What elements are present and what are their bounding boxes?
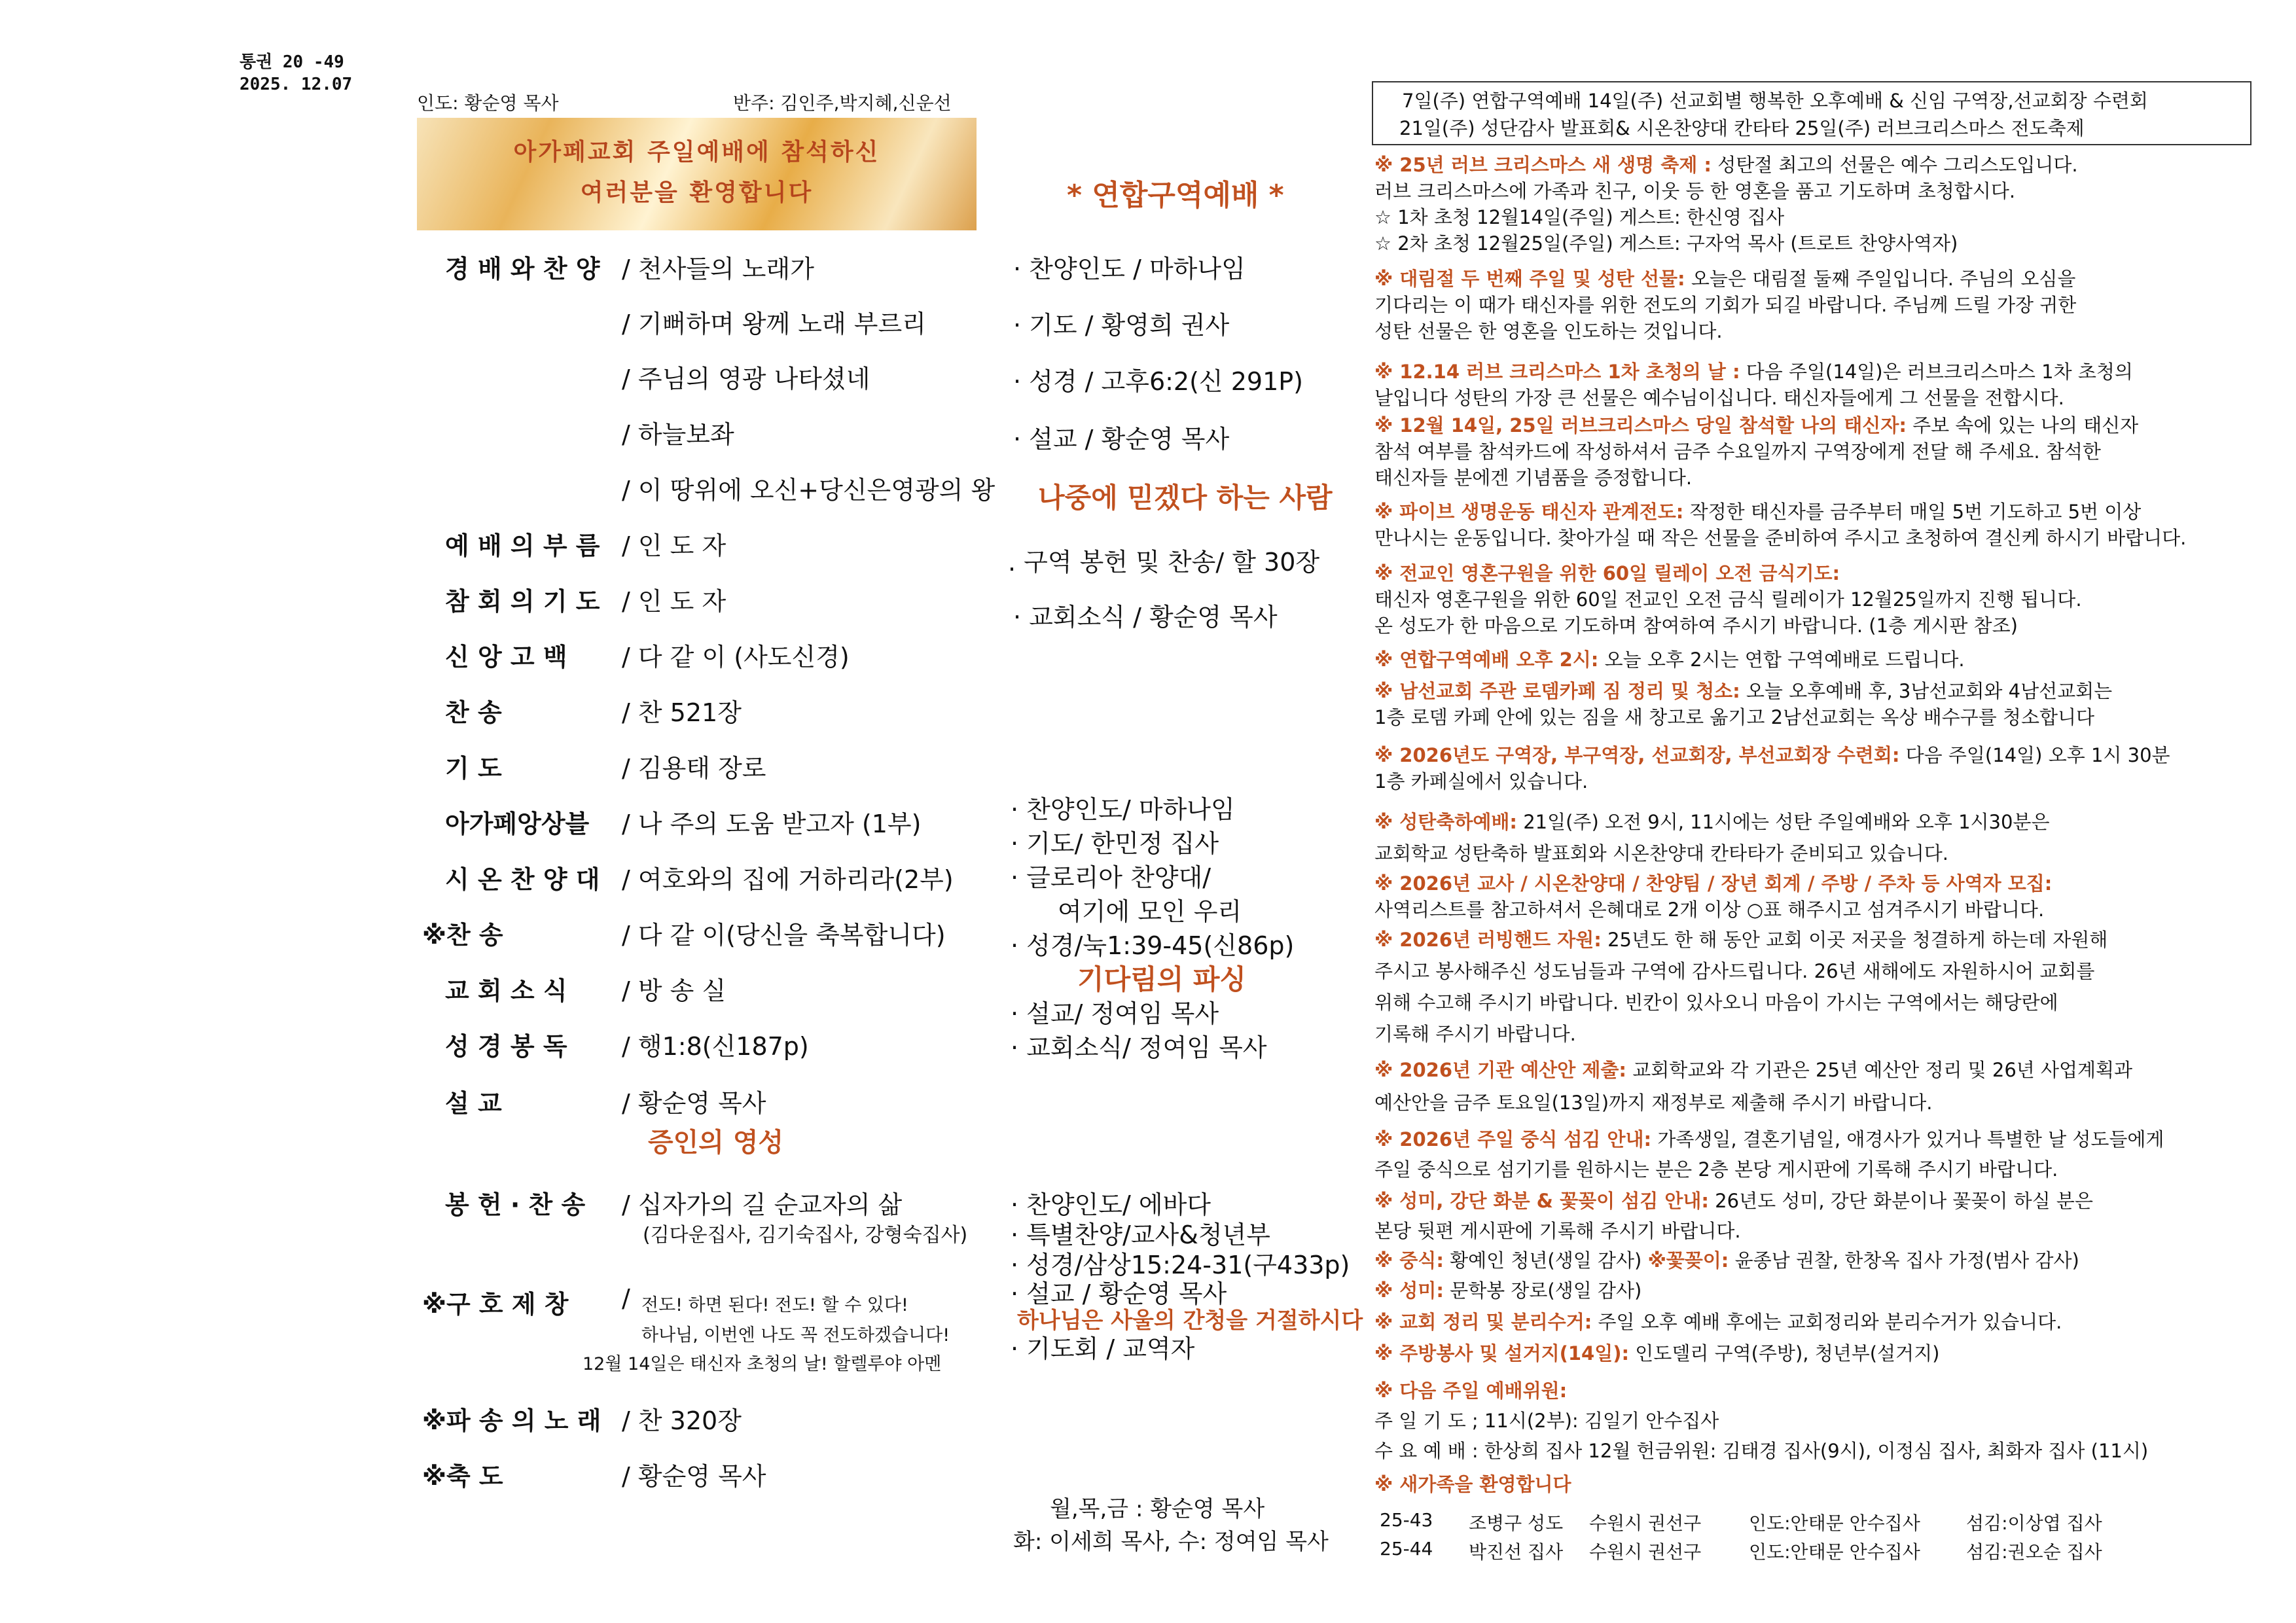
- welcome-line-1: 아가페교회 주일예배에 참석하신: [513, 139, 880, 166]
- notice-heading: ※ 전교인 영혼구원을 위한 60일 릴레이 오전 금식기도:: [1374, 562, 1840, 584]
- notice-line: 태신자들 분에겐 기념품을 증정합니다.: [1374, 467, 1693, 489]
- order-label: 설 교: [445, 1089, 502, 1118]
- order-text: / 방 송 실: [622, 976, 726, 1005]
- afternoon-item: · 성경/눅1:39-45(신86p): [1011, 931, 1295, 960]
- notice-line: 태신자 영혼구원을 위한 60일 전교인 오전 금식 릴레이가 12월25일까지 진행 됩니다.: [1374, 588, 2082, 611]
- notice-text: 오늘 오후예배 후, 3남선교회와 4남선교회는: [1740, 680, 2113, 702]
- order-label: 참 회 의 기 도: [445, 587, 600, 616]
- bulletin-date: 2025. 12.07: [240, 75, 353, 94]
- notice-text: 주일 오후 예배 후에는 교회정리와 분리수거가 있습니다.: [1592, 1311, 2062, 1333]
- notice-heading: ※ 파이브 생명운동 태신자 관계전도:: [1374, 501, 1684, 523]
- notice-item: [1374, 412, 2138, 491]
- joint-item: · 설교 / 황순영 목사: [1013, 425, 1230, 454]
- notice-heading: ※ 2026년 기관 예산안 제출:: [1374, 1059, 1626, 1081]
- order-text: / 행1:8(신187p): [622, 1032, 809, 1061]
- notice-heading: ※ 새가족을 환영합니다: [1374, 1473, 1571, 1495]
- order-label: ※구 호 제 창: [422, 1290, 569, 1319]
- order-label: 기 도: [445, 754, 502, 783]
- dawn-prayer-line-1: 월,목,금 : 황순영 목사: [1050, 1496, 1265, 1522]
- notice-line: 예산안을 금주 토요일(13일)까지 재정부로 제출해 주시기 바랍니다.: [1374, 1092, 1933, 1114]
- notice-text: 성탄절 최고의 선물은 예수 그리스도입니다.: [1712, 154, 2078, 176]
- order-text: / 김용태 장로: [622, 754, 766, 783]
- notice-heading: ※ 2026년도 구역장, 부구역장, 선교회장, 부선교회장 수련회:: [1374, 744, 1900, 766]
- newcomer-name: 조병구 성도: [1469, 1512, 1564, 1534]
- notice-line: 기다리는 이 때가 태신자를 위한 전도의 기회가 되길 바랍니다. 주님께 드릴 가장 귀한: [1374, 294, 2077, 316]
- newcomer-id: 25-44: [1380, 1538, 1433, 1560]
- notice-item: [1374, 1309, 2062, 1335]
- notice-line: 온 성도가 한 마음으로 기도하며 참여하여 주시기 바랍니다. (1층 게시판 참조): [1374, 615, 2018, 637]
- notice-heading: ※ 대림절 두 번째 주일 및 성탄 선물:: [1374, 268, 1685, 290]
- notice-line: 주 일 기 도 ; 11시(2부): 김일기 안수집사: [1374, 1410, 1719, 1432]
- afternoon-item: · 교회소식/ 정여임 목사: [1011, 1033, 1267, 1062]
- notice-item: [1374, 924, 2108, 1050]
- notice-heading: ※ 중식:: [1374, 1249, 1444, 1272]
- notice-line: 위해 수고해 주시기 바랍니다. 빈칸이 있사오니 마음이 가시는 구역에서는 해당란에: [1374, 991, 2058, 1014]
- order-text: / 기뻐하며 왕께 노래 부르리: [622, 310, 926, 338]
- order-text: / 다 같 이 (사도신경): [622, 643, 850, 671]
- notice-heading: ※꽃꽂이:: [1647, 1249, 1729, 1272]
- offering-note: (김다운집사, 김기숙집사, 강형숙집사): [643, 1224, 968, 1247]
- newcomer-id: 25-43: [1380, 1509, 1433, 1531]
- notice-heading: ※ 12.14 러브 크리스마스 1차 초청의 날 :: [1374, 361, 1740, 383]
- notice-heading: ※ 2026년 주일 중식 섬김 안내:: [1374, 1128, 1652, 1150]
- notice-line: 기록해 주시기 바랍니다.: [1374, 1023, 1576, 1045]
- sermon-title: 증인의 영성: [648, 1128, 784, 1158]
- notice-item: [1374, 1376, 2148, 1466]
- newcomer-mentor: 섬김:권오순 집사: [1966, 1541, 2102, 1563]
- afternoon-item: · 찬양인도/ 마하나임: [1011, 795, 1235, 824]
- dawn-prayer-line-2: 화: 이세희 목사, 수: 정여임 목사: [1013, 1529, 1329, 1555]
- notice-line: 1층 카페실에서 있습니다.: [1374, 770, 1588, 793]
- newcomer-guide: 인도:안태문 안수집사: [1749, 1512, 1920, 1534]
- notice-heading: ※ 주방봉사 및 설거지(14일):: [1374, 1342, 1630, 1364]
- notice-text: 황예인 청년(생일 감사): [1443, 1249, 1648, 1272]
- order-text: /: [622, 1284, 630, 1313]
- afternoon-item: · 글로리아 찬양대/: [1011, 863, 1211, 892]
- slogan-line: 12월 14일은 태신자 초청의 날! 할렐루야 아멘: [583, 1354, 942, 1374]
- order-text: / 나 주의 도움 받고자 (1부): [622, 810, 922, 838]
- notice-item: [1374, 499, 2186, 551]
- order-text: / 황순영 목사: [622, 1462, 766, 1491]
- notice-text: 주보 속에 있는 나의 태신자: [1906, 414, 2139, 437]
- notice-text: 26년도 성미, 강단 화분이나 꽃꽂이 하실 분은: [1708, 1190, 2093, 1212]
- notice-item: [1374, 1054, 2132, 1119]
- afternoon-item: · 설교/ 정여임 목사: [1011, 999, 1219, 1028]
- slogan-line: 하나님, 이번엔 나도 꼭 전도하겠습니다!: [641, 1325, 950, 1346]
- newcomer-address: 수원시 권선구: [1589, 1512, 1702, 1534]
- joint-item: · 교회소식 / 황순영 목사: [1013, 603, 1278, 632]
- notice-item: [1374, 870, 2052, 923]
- wednesday-item: · 설교 / 황순영 목사: [1011, 1279, 1227, 1308]
- schedule-line-1: 7일(주) 연합구역예배 14일(주) 선교회별 행복한 오후예배 & 신임 구역장,선교회장 수련회: [1402, 90, 2148, 112]
- notice-line: 본당 뒷편 게시판에 기록해 주시기 바랍니다.: [1374, 1220, 1741, 1242]
- order-label: 성 경 봉 독: [445, 1032, 567, 1061]
- order-label: 신 앙 고 백: [445, 643, 567, 671]
- notice-heading: ※ 성미, 강단 화분 & 꽃꽂이 섬김 안내:: [1374, 1190, 1709, 1212]
- wednesday-item: · 성경/삼상15:24-31(구433p): [1011, 1251, 1350, 1279]
- welcome-line-2: 여러분을 환영합니다: [580, 179, 814, 206]
- notice-line: 성탄 선물은 한 영혼을 인도하는 것입니다.: [1374, 320, 1723, 342]
- joint-item: · 찬양인도 / 마하나임: [1013, 255, 1246, 283]
- joint-item: · 성경 / 고후6:2(신 291P): [1013, 367, 1303, 396]
- notice-line: 수 요 예 배 : 한상희 집사 12월 헌금위원: 김태경 집사(9시), 이정심 집사, 최화자 집사 (11시): [1374, 1440, 2149, 1462]
- order-text: / 주님의 영광 나타셨네: [622, 365, 870, 393]
- notice-item: [1374, 678, 2112, 730]
- notice-item: [1374, 560, 2082, 639]
- wednesday-item: · 특별찬양/교사&청년부: [1011, 1221, 1270, 1249]
- notice-heading: ※ 25년 러브 크리스마스 새 생명 축제 :: [1374, 154, 1712, 176]
- welcome-banner: [417, 118, 977, 230]
- order-label: 경 배 와 찬 양: [445, 255, 600, 283]
- notice-text: 오늘은 대림절 둘째 주일입니다. 주님의 오심을: [1685, 268, 2076, 290]
- order-label: 시 온 찬 양 대: [445, 865, 600, 894]
- notice-item: [1374, 742, 2170, 794]
- order-text: / 천사들의 노래가: [622, 255, 814, 283]
- notice-text: 교회학교와 각 기관은 25년 예산안 정리 및 26년 사업계획과: [1626, 1059, 2133, 1081]
- newcomer-mentor: 섬김:이상엽 집사: [1966, 1512, 2102, 1534]
- notice-text: 21일(주) 오전 9시, 11시에는 성탄 주일예배와 오후 1시30분은: [1516, 811, 2050, 833]
- schedule-line-2: 21일(주) 성단감사 발표회& 시온찬양대 칸타타 25일(주) 러브크리스마스 전도축제: [1399, 117, 2085, 139]
- joint-sermon-title: 나중에 믿겠다 하는 사람: [1038, 482, 1333, 514]
- notice-line: 주시고 봉사해주신 성도님들과 구역에 감사드립니다. 26년 새해에도 자원하시어 교회를: [1374, 960, 2095, 982]
- notice-line: 교회학교 성탄축하 발표회와 시온찬양대 칸타타가 준비되고 있습니다.: [1374, 842, 1948, 865]
- order-text: / 인 도 자: [622, 531, 726, 560]
- service-leader: 인도: 황순영 목사: [417, 92, 559, 114]
- newcomer-guide: 인도:안태문 안수집사: [1749, 1541, 1920, 1563]
- notice-line: 1층 로뎀 카페 안에 있는 짐을 새 창고로 옮기고 2남선교회는 옥상 배수구를 청소합니다: [1374, 706, 2094, 728]
- afternoon-item: · 기도/ 한민정 집사: [1011, 829, 1219, 858]
- notice-heading: ※ 2026년 러빙핸드 자원:: [1374, 929, 1602, 951]
- notice-heading: ※ 성미:: [1374, 1279, 1444, 1302]
- notice-heading: ※ 다음 주일 예배위원:: [1374, 1380, 1568, 1402]
- notice-item: [1374, 647, 1965, 673]
- notice-item: [1374, 1186, 2093, 1246]
- notice-line: 주일 중식으로 섬기기를 원하시는 분은 2층 본당 게시판에 기록해 주시기 바랍니다.: [1374, 1158, 2058, 1181]
- afternoon-sermon-title: 기다림의 파싱: [1077, 963, 1247, 995]
- order-label: 교 회 소 식: [445, 976, 567, 1005]
- order-label: ※파 송 의 노 래: [422, 1406, 601, 1435]
- notice-text: 윤종남 권찰, 한창옥 집사 가정(범사 감사): [1729, 1249, 2079, 1272]
- order-text: / 하늘보좌: [622, 420, 734, 449]
- notice-text: 문학봉 장로(생일 감사): [1443, 1279, 1642, 1302]
- notice-text: 가족생일, 결혼기념일, 애경사가 있거나 특별한 날 성도들에게: [1651, 1128, 2164, 1150]
- order-text: / 이 땅위에 오신+당신은영광의 왕: [622, 476, 996, 505]
- order-label: 찬 송: [445, 698, 502, 727]
- notice-line: 참석 여부를 참석카드에 작성하셔서 금주 수요일까지 구역장에게 전달 해 주세요. 참석한: [1374, 440, 2101, 463]
- notice-text: 다음 주일(14일) 오후 1시 30분: [1899, 744, 2170, 766]
- order-text: / 인 도 자: [622, 587, 726, 616]
- notice-item: [1374, 1124, 2164, 1185]
- notice-item: [1374, 1277, 1641, 1304]
- notice-item: [1374, 806, 2049, 869]
- monthly-schedule-box: [1372, 81, 2251, 145]
- order-label: ※축 도: [422, 1462, 503, 1491]
- accompanist: 반주: 김인주,박지혜,신운선: [733, 92, 952, 114]
- notice-line: 러브 크리스마스에 가족과 친구, 이웃 등 한 영혼을 품고 기도하며 초청합시다.: [1374, 180, 2016, 202]
- notice-text: 25년도 한 해 동안 교회 이곳 저곳을 청결하게 하는데 자원해: [1601, 929, 2108, 951]
- newcomer-address: 수원시 권선구: [1589, 1541, 1702, 1563]
- order-label: 예 배 의 부 름: [445, 531, 600, 560]
- notice-item: [1374, 1340, 1939, 1366]
- notice-line: ☆ 2차 초청 12월25일(주일) 게스트: 구자억 목사 (트로트 찬양사역자): [1374, 232, 1958, 255]
- wednesday-item: · 찬양인도/ 에바다: [1011, 1190, 1211, 1219]
- order-text: / 찬 320장: [622, 1406, 742, 1435]
- order-label: ※찬 송: [422, 921, 503, 950]
- notice-text: 작정한 태신자를 금주부터 매일 5번 기도하고 5번 이상: [1683, 501, 2142, 523]
- order-text: / 다 같 이(당신을 축복합니다): [622, 921, 946, 950]
- newcomer-name: 박진선 집사: [1469, 1541, 1564, 1563]
- notice-item: [1374, 359, 2133, 411]
- wednesday-item: · 기도회 / 교역자: [1011, 1334, 1195, 1363]
- notice-item: [1374, 152, 2078, 257]
- joint-worship-title: * 연합구역예배 *: [1067, 179, 1284, 212]
- notice-line: 사역리스트를 참고하셔서 은혜대로 2개 이상 ○표 해주시고 섬겨주시기 바랍니다.: [1374, 899, 2045, 921]
- volume-number: 통권 20 -49: [240, 52, 344, 72]
- notice-heading: ※ 성탄축하예배:: [1374, 811, 1517, 833]
- slogan-line: 전도! 하면 된다! 전도! 할 수 있다!: [641, 1295, 908, 1315]
- notice-item: [1374, 1471, 1571, 1497]
- notice-heading: ※ 12월 14일, 25일 러브크리스마스 당일 참석할 나의 태신자:: [1374, 414, 1907, 437]
- joint-item: · 기도 / 황영희 권사: [1013, 311, 1230, 340]
- notice-line: 만나시는 운동입니다. 찾아가실 때 작은 선물을 준비하여 주시고 초청하여 결신케 하시기 바랍니다.: [1374, 527, 2187, 549]
- notice-item: [1374, 1247, 2079, 1274]
- notice-heading: ※ 연합구역예배 오후 2시:: [1374, 649, 1599, 671]
- wednesday-sermon-title: 하나님은 사울의 간청을 거절하시다: [1017, 1308, 1363, 1334]
- order-label: 아가페앙상블: [445, 810, 590, 838]
- notice-heading: ※ 남선교회 주관 로뎀카페 짐 정리 및 청소:: [1374, 680, 1740, 702]
- order-text: / 십자가의 길 순교자의 삶: [622, 1190, 903, 1219]
- notice-text: 인도델리 구역(주방), 청년부(설거지): [1629, 1342, 1940, 1364]
- notice-text: 오늘 오후 2시는 연합 구역예배로 드립니다.: [1598, 649, 1965, 671]
- afternoon-item: 여기에 모인 우리: [1058, 897, 1242, 926]
- order-label: 봉 헌 · 찬 송: [445, 1190, 586, 1219]
- notice-line: ☆ 1차 초청 12월14일(주일) 게스트: 한신영 집사: [1374, 206, 1785, 228]
- notice-line: 날입니다 성탄의 가장 큰 선물은 예수님이십니다. 태신자들에게 그 선물을 전합시다.: [1374, 387, 2064, 409]
- order-text: / 황순영 목사: [622, 1089, 766, 1118]
- notice-heading: ※ 교회 정리 및 분리수거:: [1374, 1311, 1592, 1333]
- notice-heading: ※ 2026년 교사 / 시온찬양대 / 찬양팀 / 장년 회계 / 주방 / 주차 등 사역자 모집:: [1374, 872, 2053, 895]
- notice-item: [1374, 266, 2076, 344]
- notice-text: 다음 주일(14일)은 러브크리스마스 1차 초청의: [1740, 361, 2133, 383]
- joint-item: . 구역 봉헌 및 찬송/ 할 30장: [1008, 548, 1320, 577]
- order-text: / 찬 521장: [622, 698, 742, 727]
- order-text: / 여호와의 집에 거하리라(2부): [622, 865, 954, 894]
